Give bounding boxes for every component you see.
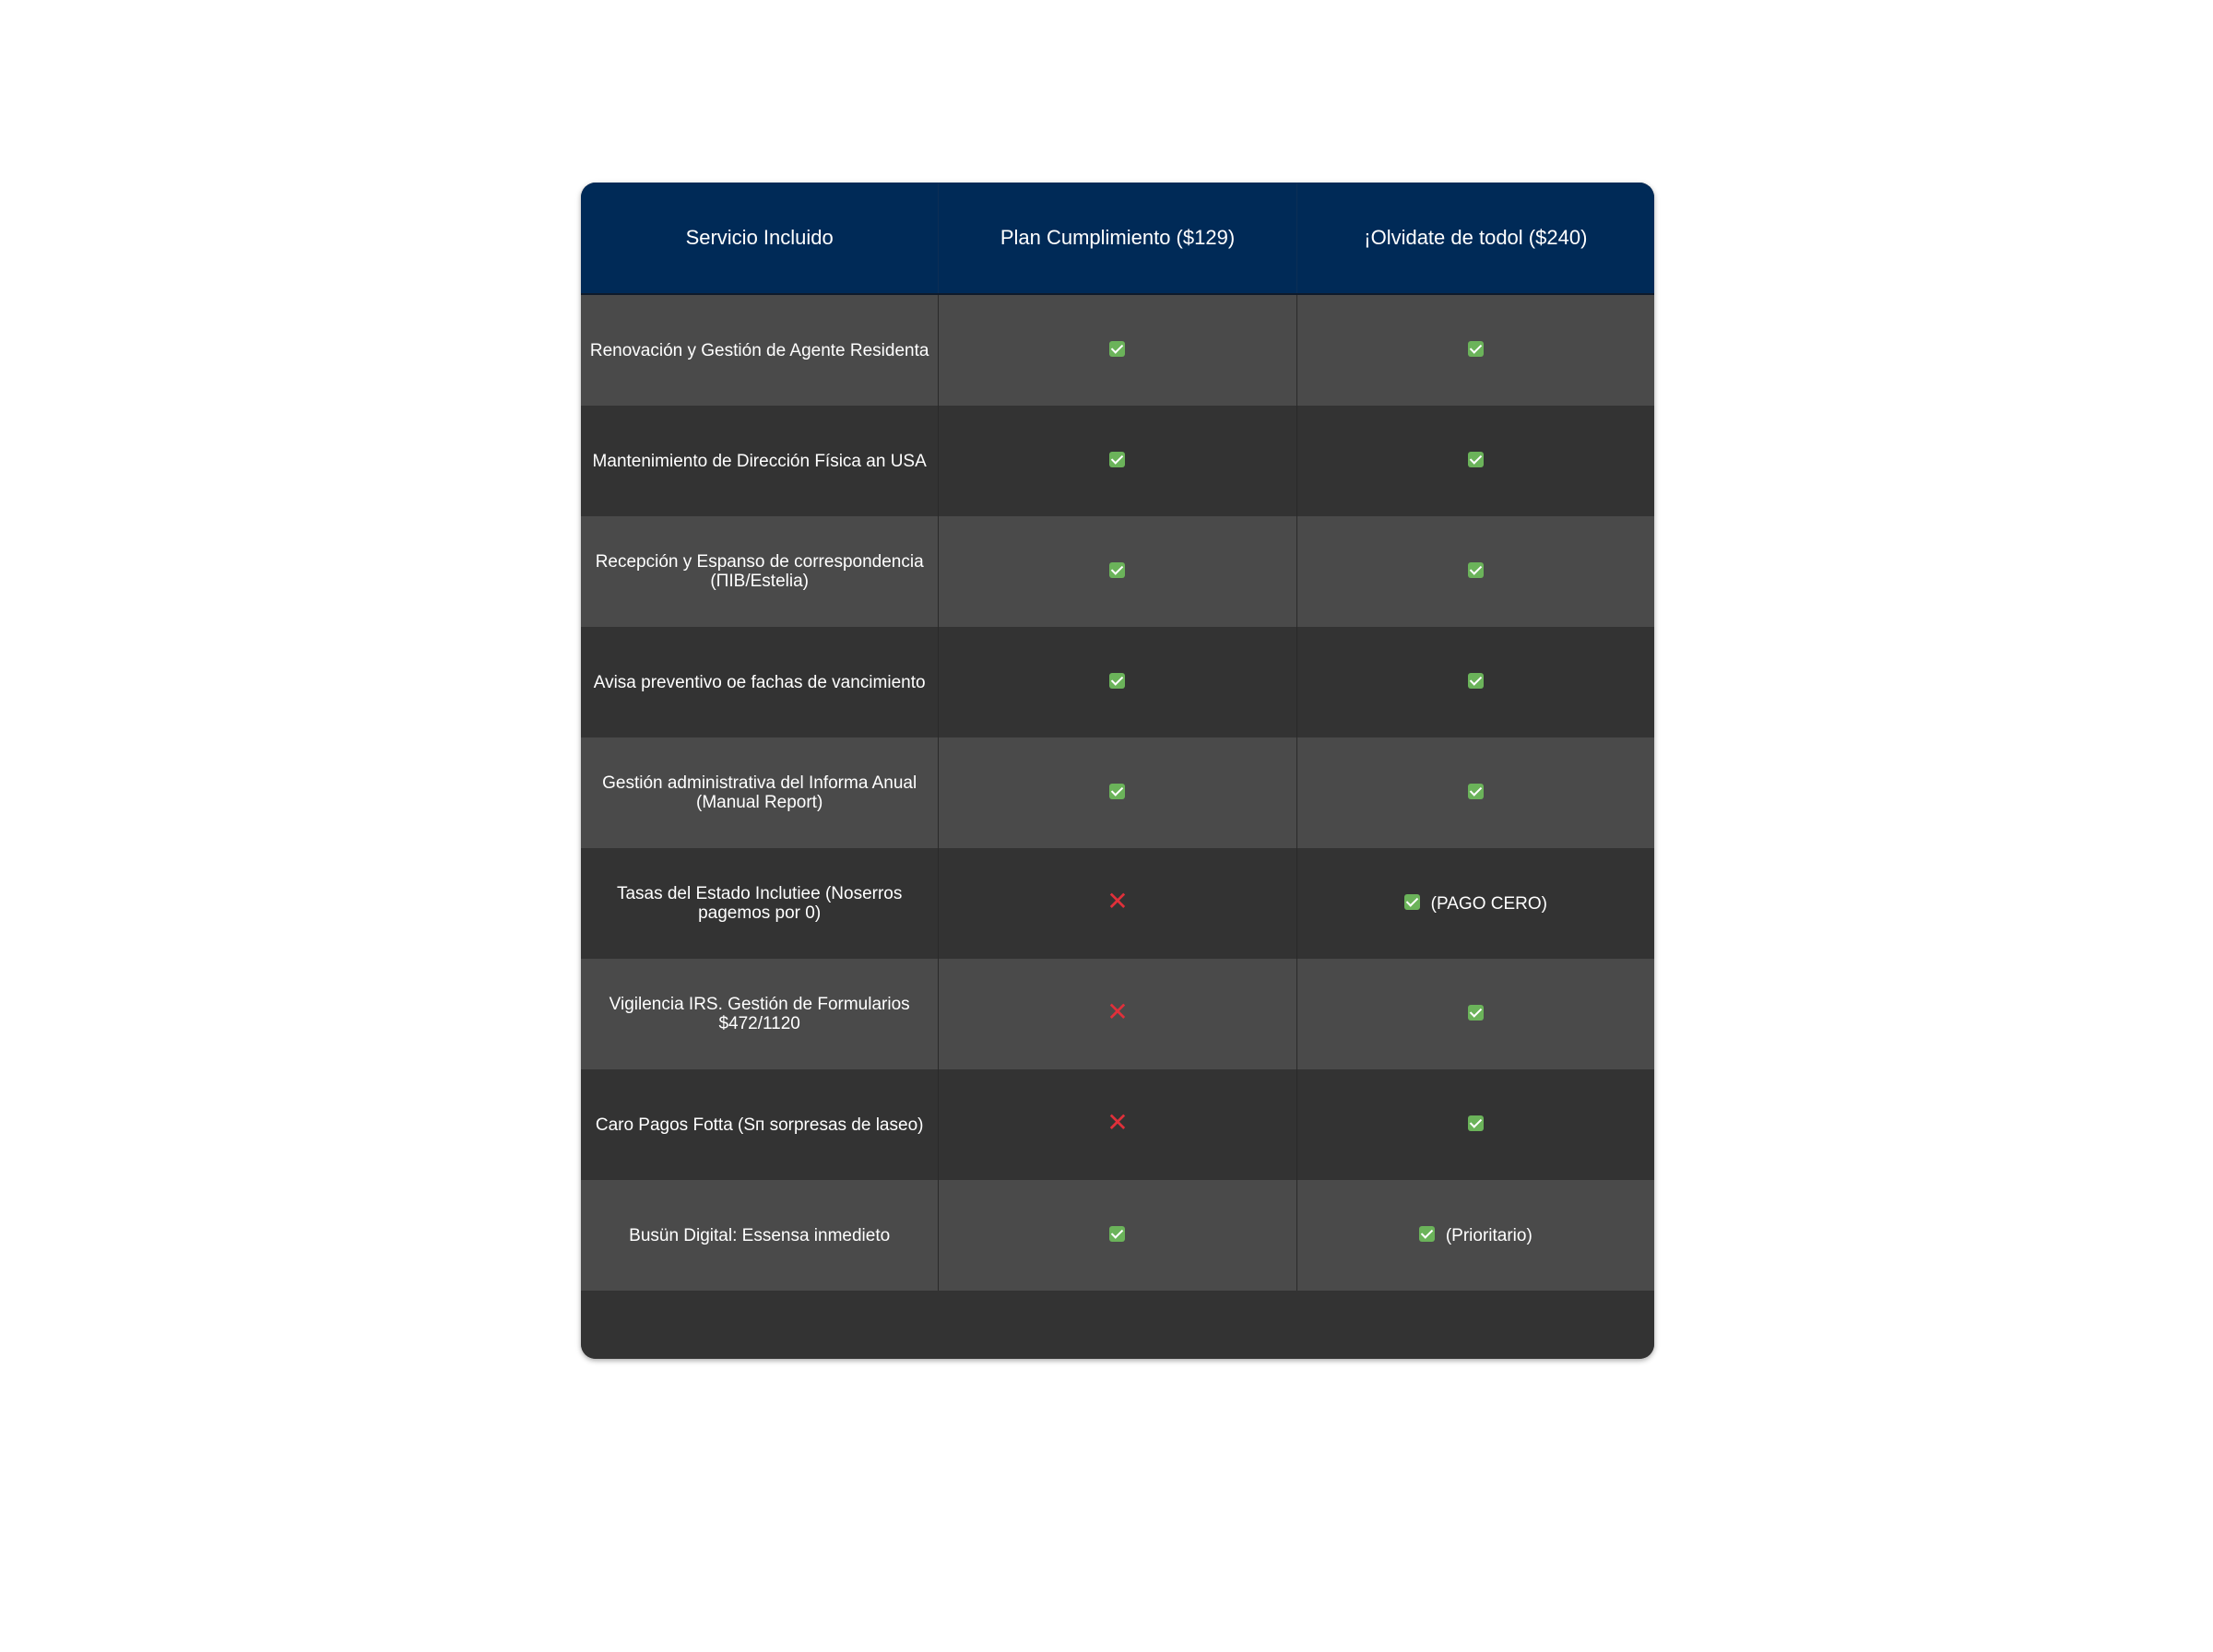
service-label: Caro Pagos Fotta (Sп sorpresas de laseo)	[595, 1115, 924, 1135]
table-row	[581, 406, 1654, 516]
plan-note: (PAGO CERO)	[1430, 893, 1547, 914]
header-plan-olvidate: ¡Olvidate de todol ($240)	[1364, 226, 1588, 249]
service-cell	[581, 848, 939, 959]
plan-cumplimiento-cell	[939, 627, 1296, 738]
check-icon	[1468, 673, 1484, 689]
check-icon	[1468, 452, 1484, 467]
service-cell	[581, 516, 939, 627]
service-label: Vigilencia IRS. Gestión de Formularios $472/1120	[609, 995, 910, 1033]
plan-olvidate-cell	[1297, 627, 1654, 738]
table-row	[581, 848, 1654, 959]
plan-olvidate-cell	[1297, 848, 1654, 959]
table-footer	[581, 1291, 1654, 1359]
table-header	[581, 183, 1654, 295]
service-label: Gestión administrativa del Informa Anual (Manual Report)	[602, 773, 917, 812]
plan-olvidate-cell	[1297, 1180, 1654, 1291]
table-body	[581, 295, 1654, 1291]
table-row	[581, 738, 1654, 848]
cross-icon: ✕	[1106, 1107, 1129, 1138]
table-row	[581, 295, 1654, 406]
table-row	[581, 1069, 1654, 1180]
check-icon	[1419, 1226, 1435, 1242]
table-row	[581, 959, 1654, 1069]
check-icon	[1468, 1005, 1484, 1021]
plan-cumplimiento-cell	[939, 738, 1296, 848]
plan-note: (Prioritario)	[1445, 1225, 1533, 1245]
cross-icon: ✕	[1106, 997, 1129, 1027]
service-label: Tasas del Estado Inclutiee (Noserros pagemos por 0)	[616, 884, 903, 923]
plan-olvidate-cell	[1297, 295, 1654, 406]
service-cell	[581, 738, 939, 848]
check-icon	[1468, 784, 1484, 799]
header-service: Servicio Incluido	[581, 183, 939, 293]
service-cell	[581, 1180, 939, 1291]
plan-cumplimiento-cell	[939, 1180, 1296, 1291]
check-icon	[1109, 1226, 1125, 1242]
service-cell	[581, 1069, 939, 1180]
check-icon	[1468, 1115, 1484, 1131]
plan-cumplimiento-cell	[939, 959, 1296, 1069]
plan-cumplimiento-cell	[939, 848, 1296, 959]
check-icon	[1468, 562, 1484, 578]
service-label: Avisa preventivo oe fachas de vancimiento	[593, 672, 926, 692]
plan-cumplimiento-cell	[939, 406, 1296, 516]
service-cell	[581, 295, 939, 406]
check-icon	[1109, 562, 1125, 578]
service-cell	[581, 406, 939, 516]
plan-olvidate-cell	[1297, 516, 1654, 627]
comparison-table	[581, 183, 1654, 1359]
service-label: Recepción y Espanso de correspondencia (ΠIB/Estelia)	[595, 552, 924, 591]
header-plan-cumplimiento: Plan Cumplimiento ($129)	[939, 183, 1296, 293]
plan-olvidate-cell	[1297, 1069, 1654, 1180]
check-icon	[1404, 894, 1420, 910]
check-icon	[1468, 341, 1484, 357]
table-row	[581, 627, 1654, 738]
service-cell	[581, 627, 939, 738]
plan-olvidate-cell	[1297, 959, 1654, 1069]
cross-icon: ✕	[1106, 886, 1129, 916]
plan-cumplimiento-cell	[939, 1069, 1296, 1180]
service-cell	[581, 959, 939, 1069]
check-icon	[1109, 341, 1125, 357]
check-icon	[1109, 784, 1125, 799]
service-label: Mantenimiento de Dirección Física an USA	[592, 451, 927, 471]
service-label: Renovación y Gestión de Agente Residenta	[589, 340, 929, 360]
plan-cumplimiento-cell	[939, 295, 1296, 406]
check-icon	[1109, 452, 1125, 467]
check-icon	[1109, 673, 1125, 689]
table-row	[581, 516, 1654, 627]
plan-cumplimiento-cell	[939, 516, 1296, 627]
plan-olvidate-cell	[1297, 738, 1654, 848]
table-row	[581, 1180, 1654, 1291]
plan-olvidate-cell	[1297, 406, 1654, 516]
service-label: Busün Digital: Essensa inmedieto	[629, 1225, 891, 1245]
